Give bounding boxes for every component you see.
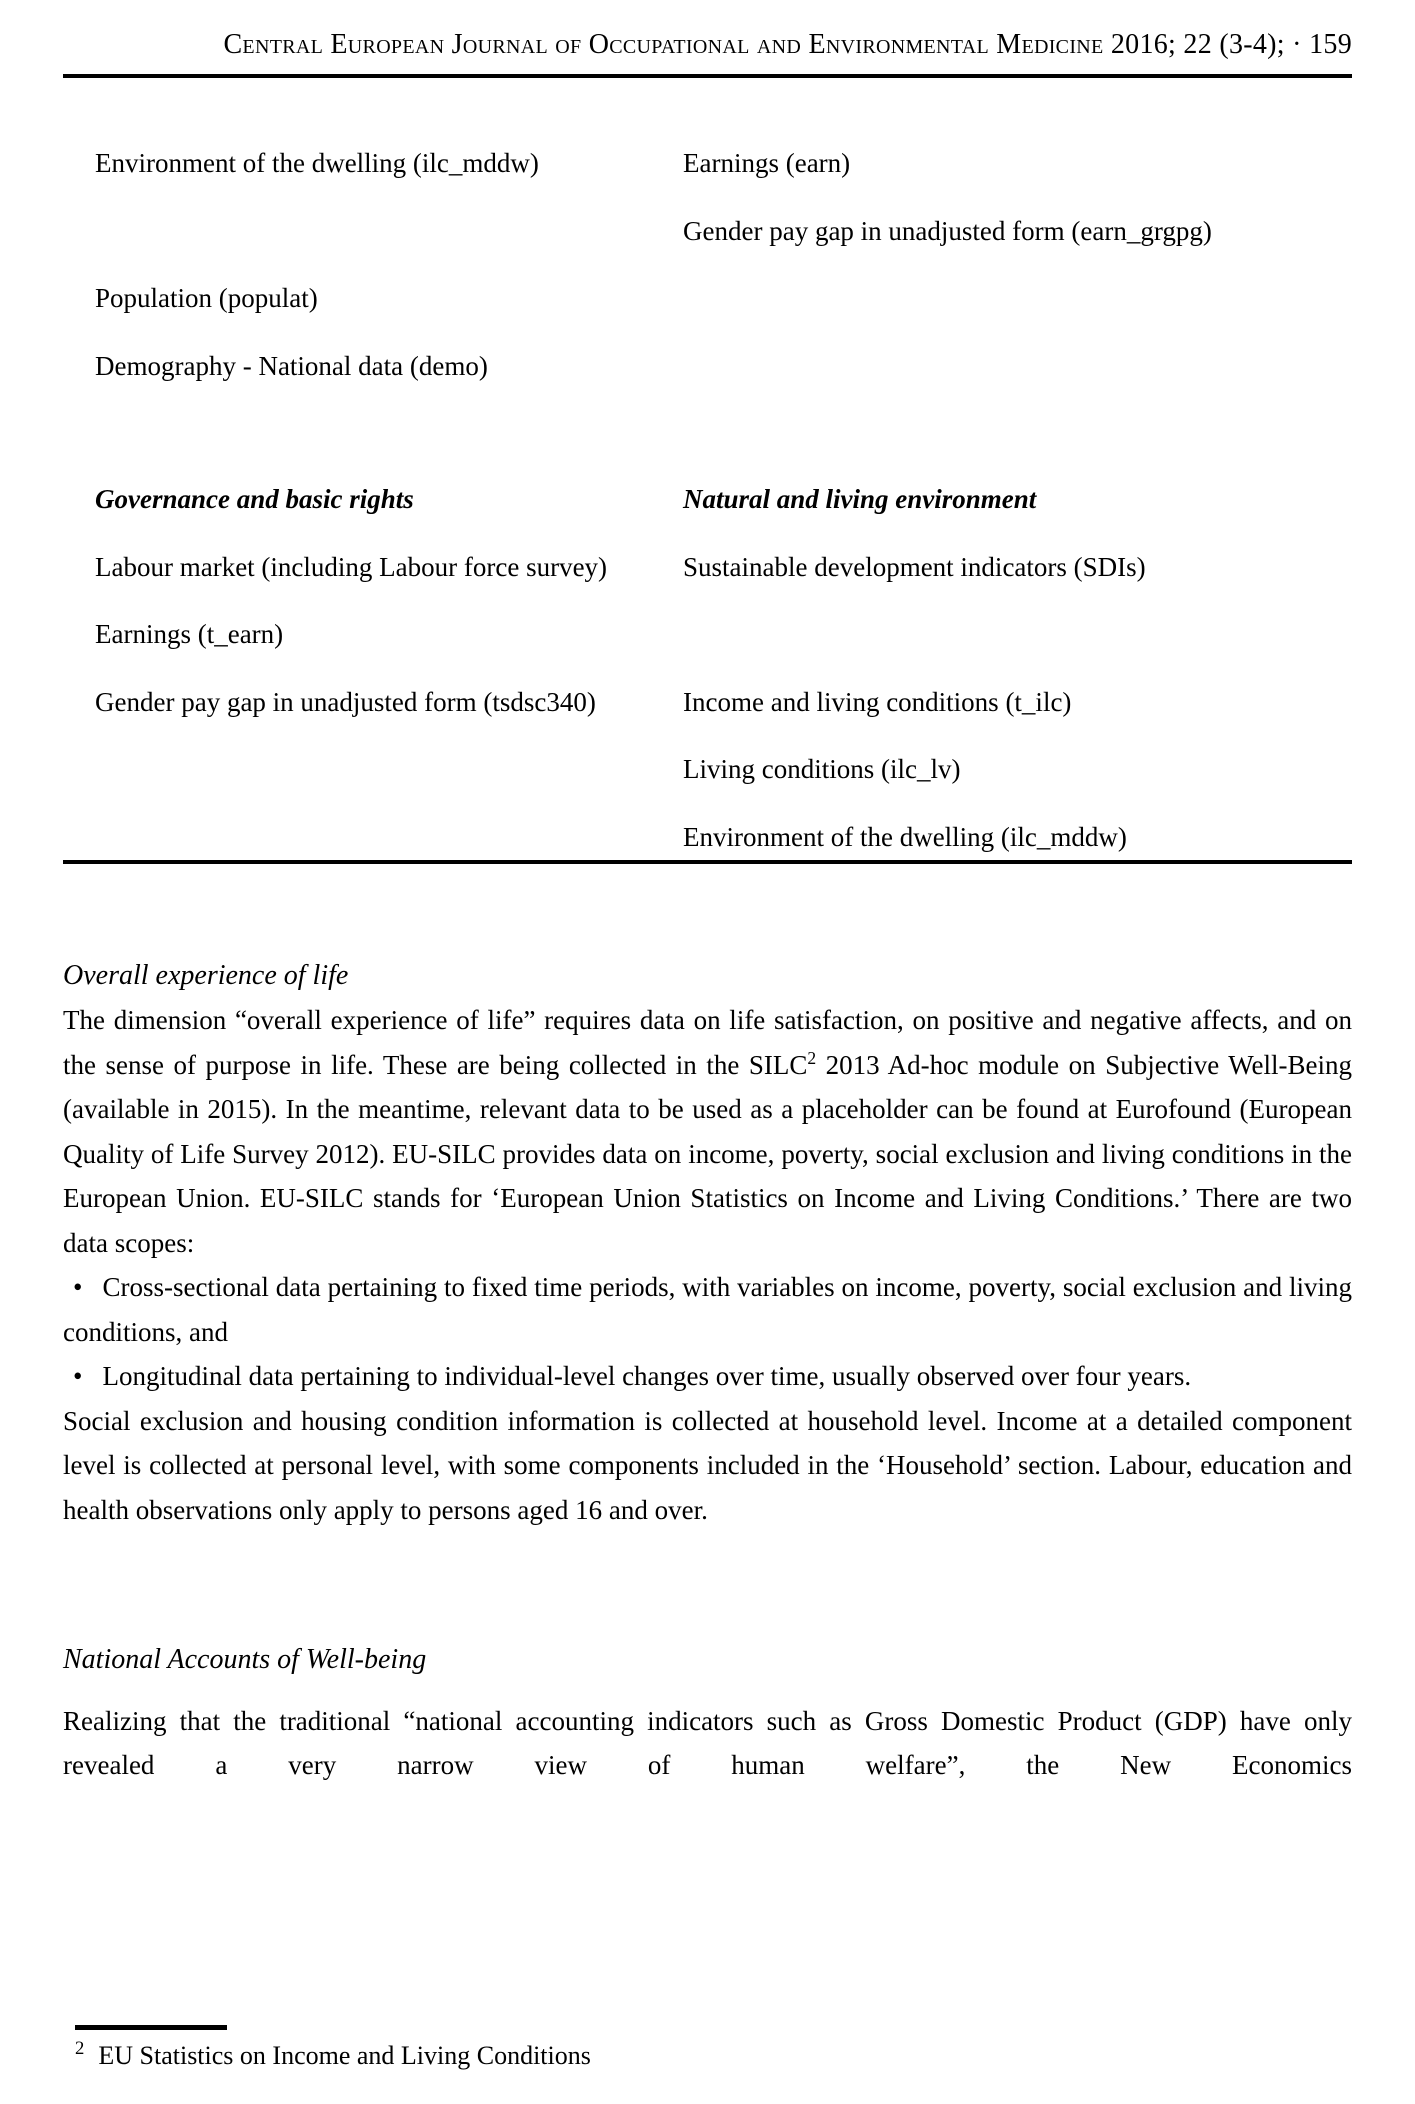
paragraph-text: The dimension “overall experience of life” requires data on life satisfaction, on positive and negative affects, and on the sense of purpose in life. These are being collected in the SILC — [63, 1005, 1352, 1080]
table-bottom-rule — [63, 860, 1352, 864]
paragraph: Social exclusion and housing condition information is collected at household level. Income at a detailed component level is collected at personal level, with some components included in the ‘Household’ section. Labour, education and health observations only apply to persons aged 16 and over. — [63, 1405, 1352, 1525]
footnote-marker: 2 — [75, 2038, 85, 2060]
table-group-header: Natural and living environment — [683, 484, 1037, 514]
table-row — [63, 214, 1352, 282]
section-heading-overall-experience: Overall experience of life — [63, 959, 349, 991]
table-cell — [63, 752, 683, 820]
paragraph: Realizing that the traditional “national accounting indicators such as Gross Domestic Product (GDP) have only revealed a very narrow view of human welfare”, the New Economics — [63, 1705, 1352, 1780]
bullet-icon: • — [73, 1272, 83, 1302]
article-body — [63, 954, 1352, 1788]
table-cell: Population (populat) — [95, 283, 318, 313]
paragraph — [63, 998, 1352, 1265]
table-cell: Gender pay gap in unadjusted form (earn_grgpg) — [683, 215, 1212, 246]
footnote-line — [75, 2040, 591, 2072]
table-cell: Living conditions (ilc_lv) — [683, 754, 961, 784]
table-row — [63, 685, 1352, 753]
table-cell — [683, 617, 1352, 685]
footnote-separator-rule — [75, 2025, 227, 2030]
table-group-header: Governance and basic rights — [95, 484, 414, 514]
table-cell: Income and living conditions (t_ilc) — [683, 686, 1072, 717]
table-cell: Earnings (earn) — [683, 148, 851, 178]
table-cell: Sustainable development indicators (SDIs) — [683, 551, 1146, 582]
bullet-item — [63, 1354, 1352, 1399]
table-cell: Demography - National data (demo) — [95, 350, 488, 381]
header-rule — [63, 74, 1352, 78]
footnote-reference: 2 — [807, 1047, 817, 1068]
table-cell: Environment of the dwelling (ilc_mddw) — [95, 148, 539, 178]
table-cell: Gender pay gap in unadjusted form (tsdsc340) — [95, 686, 596, 717]
table-row — [63, 281, 1352, 349]
table-cell: Environment of the dwelling (ilc_mddw) — [683, 821, 1127, 852]
table-cell — [63, 214, 683, 282]
bullet-text: Cross-sectional data pertaining to fixed time periods, with variables on income, poverty, social exclusion and living conditions, and — [63, 1272, 1352, 1347]
table-row — [63, 146, 1352, 214]
table-row — [63, 617, 1352, 685]
table-cell — [683, 281, 1352, 349]
section-heading-national-accounts: National Accounts of Well-being — [63, 1644, 427, 1675]
table-cell — [63, 820, 683, 860]
journal-header: Central European Journal of Occupational and Environmental Medicine 2016; 22 (3-4); · 159 — [223, 29, 1352, 60]
table-row — [63, 550, 1352, 618]
table-row — [63, 820, 1352, 860]
table-row — [63, 752, 1352, 820]
table-cell: Earnings (t_earn) — [95, 619, 284, 649]
bullet-item — [63, 1265, 1352, 1354]
footnote-block — [75, 2025, 591, 2072]
footnote-text: EU Statistics on Income and Living Conditions — [98, 2041, 591, 2070]
paragraph-text: 2013 Ad-hoc module on Subjective Well-Being (available in 2015). In the meantime, relevant data to be used as a placeholder can be found at Eurofound (European Quality of Life Survey 2012). EU-SILC provides data on income, poverty, social exclusion and living conditions in the European Union. EU-SILC stands for ‘European Union Statistics on Income and Living Conditions.’ There are two data scopes: — [63, 1049, 1353, 1258]
database-table — [63, 146, 1352, 864]
table-group-header-row — [63, 482, 1352, 550]
table-row — [63, 349, 1352, 417]
bullet-icon: • — [73, 1361, 83, 1391]
table-cell — [683, 349, 1352, 417]
table-cell: Labour market (including Labour force survey) — [95, 551, 608, 582]
bullet-text: Longitudinal data pertaining to individual-level changes over time, usually observed over four years. — [102, 1361, 1192, 1391]
